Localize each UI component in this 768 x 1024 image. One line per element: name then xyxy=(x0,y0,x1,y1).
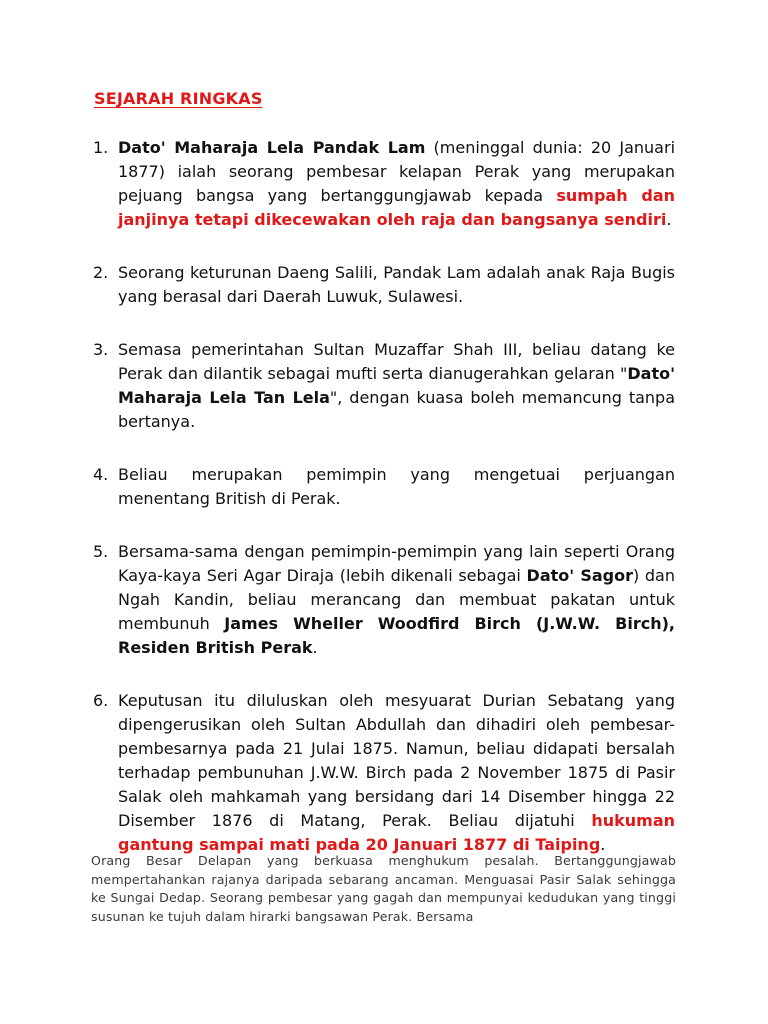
list-item-3 xyxy=(93,338,675,434)
item-text: Beliau merupakan pemimpin yang mengetuai perjuangan menentang British di Perak. xyxy=(118,465,675,508)
list-item-6 xyxy=(93,689,675,857)
item-text: Semasa pemerintahan Sultan Muzaffar Shah III, beliau datang ke Perak dan dilantik sebagai mufti serta dianugerahkan gelaran " xyxy=(118,340,675,383)
history-list xyxy=(93,136,675,886)
footer-paragraph: Orang Besar Delapan yang berkuasa menghukum pesalah. Bertanggungjawab mempertahankan rajanya daripada sebarang ancaman. Menguasai Pasir Salak sehingga ke Sungai Dedap. Seorang pembesar yang gagah dan mempunyai kedudukan yang tinggi susunan ke tujuh dalam hirarki bangsawan Perak. Bersama xyxy=(91,853,676,924)
item-number: 6. xyxy=(93,691,109,710)
item-number: 5. xyxy=(93,542,109,561)
item-text: ) dan Ngah Kandin, beliau merancang dan membuat pakatan untuk membunuh xyxy=(118,566,676,633)
item-number: 4. xyxy=(93,465,109,484)
list-item-2 xyxy=(93,261,675,309)
name-bold: Dato' Maharaja Lela Pandak Lam xyxy=(118,138,426,157)
name-bold: Dato' Sagor xyxy=(526,566,633,585)
item-number: 2. xyxy=(93,263,109,282)
item-text: . xyxy=(666,210,672,229)
item-text: (meninggal dunia: 20 Januari 1877) ialah seorang pembesar kelapan Perak yang merupakan pejuang bangsa yang bertanggungjawab kepada xyxy=(118,138,676,205)
section-heading: SEJARAH RINGKAS xyxy=(94,89,263,108)
item-text: . xyxy=(312,638,318,657)
item-text: Bersama-sama dengan pemimpin-pemimpin yang lain seperti Orang Kaya-kaya Seri Agar Diraja (lebih dikenali sebagai xyxy=(118,542,675,585)
title-bold: Dato' Maharaja Lela Tan Lela xyxy=(118,364,675,407)
list-item-4 xyxy=(93,463,675,511)
item-number: 1. xyxy=(93,138,109,157)
item-text: . xyxy=(600,835,606,854)
item-text: Seorang keturunan Daeng Salili, Pandak Lam adalah anak Raja Bugis yang berasal dari Daerah Luwuk, Sulawesi. xyxy=(118,263,675,306)
highlight-text: hukuman gantung sampai mati pada 20 Januari 1877 di Taiping xyxy=(118,811,675,854)
item-text: Keputusan itu diluluskan oleh mesyuarat Durian Sebatang yang dipengerusikan oleh Sultan Abdullah dan dihadiri oleh pembesar-pembesarnya pada 21 Julai 1875. Namun, beliau didapati bersalah terhadap pembunuhan J.W.W. Birch pada 2 November 1875 di Pasir Salak oleh mahkamah yang bersidang dari 14 Disember hingga 22 Disember 1876 di Matang, Perak. Beliau dijatuhi xyxy=(118,691,675,830)
list-item-5 xyxy=(93,540,675,660)
name-bold: James Wheller Woodfird Birch (J.W.W. Birch), Residen British Perak xyxy=(118,614,675,657)
list-item-1 xyxy=(93,136,675,232)
highlight-text: sumpah dan janjinya tetapi dikecewakan oleh raja dan bangsanya sendiri xyxy=(118,186,676,229)
item-text: ", dengan kuasa boleh memancung tanpa bertanya. xyxy=(118,388,675,431)
item-number: 3. xyxy=(93,340,109,359)
